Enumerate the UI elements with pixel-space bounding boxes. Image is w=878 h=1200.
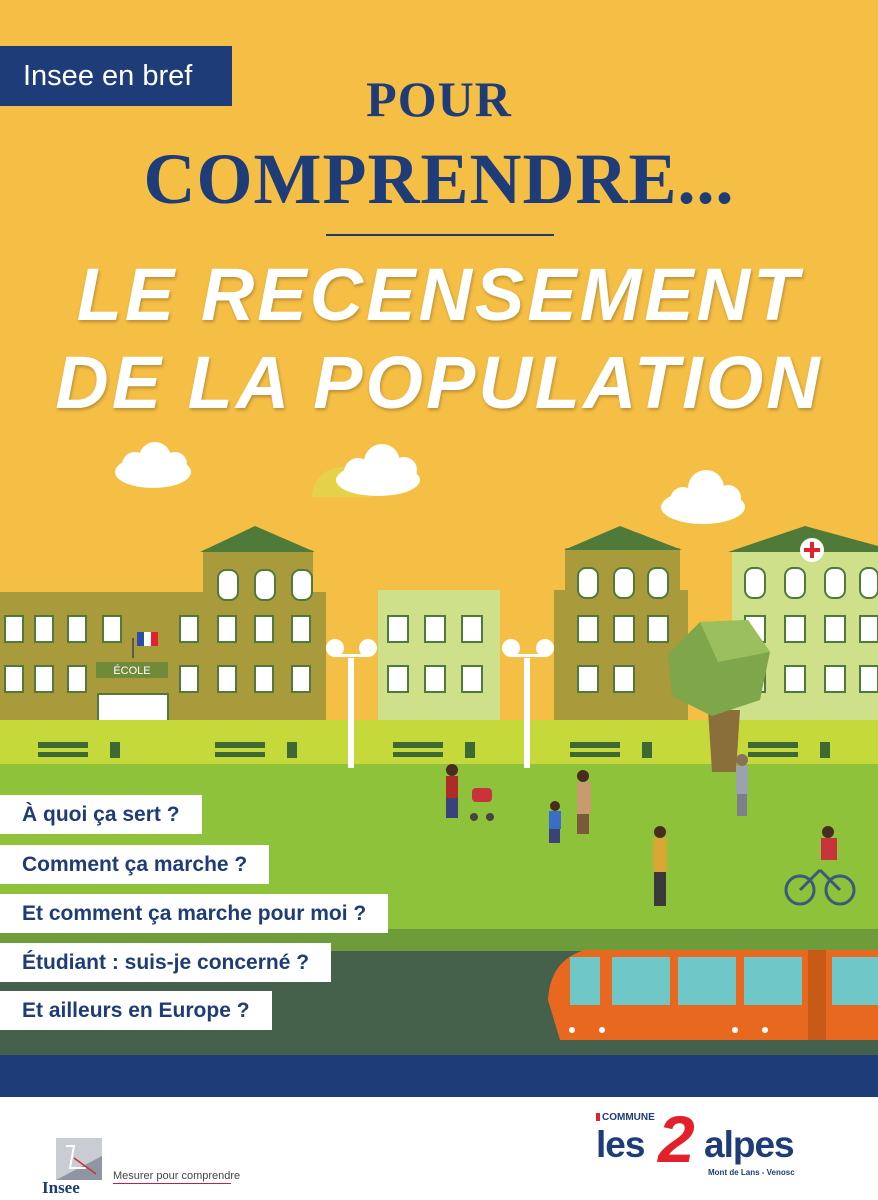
title-pour: POUR: [366, 71, 512, 127]
question-a-quoi-ca-sert[interactable]: À quoi ça sert ?: [0, 795, 202, 834]
pedestrian-icon: [736, 754, 748, 816]
pedestrian-icon: [653, 826, 667, 906]
insee-tagline: Mesurer pour comprendre: [113, 1170, 241, 1182]
les-2-alpes-subtitle: Mont de Lans - Venosc: [708, 1168, 795, 1177]
les-2-alpes-logo-2: 2: [658, 1102, 695, 1176]
insee-en-bref-badge: Insee en bref: [0, 46, 232, 106]
insee-logo-icon: [56, 1138, 102, 1180]
question-europe[interactable]: Et ailleurs en Europe ?: [0, 991, 272, 1030]
insee-wordmark: Insee: [42, 1178, 80, 1197]
cloud-icon: [661, 470, 745, 524]
cloud-icon: [115, 442, 191, 488]
les-2-alpes-logo-les: les: [596, 1124, 645, 1165]
tagline-underline: [113, 1183, 231, 1184]
title-comprendre: COMPRENDRE...: [143, 139, 735, 219]
cloud-icon: [336, 444, 420, 496]
question-comment-ca-marche[interactable]: Comment ça marche ?: [0, 845, 269, 884]
tram-icon: [548, 950, 878, 1040]
title-line-recensement: LE RECENSEMENT: [76, 253, 802, 336]
child-icon: [549, 801, 561, 843]
title-divider: [326, 234, 554, 236]
school-sign: ÉCOLE: [113, 665, 151, 677]
question-etudiant[interactable]: Étudiant : suis-je concerné ?: [0, 943, 331, 982]
commune-label: COMMUNE: [596, 1112, 655, 1123]
title-line-population: DE LA POPULATION: [55, 341, 823, 424]
question-pour-moi[interactable]: Et comment ça marche pour moi ?: [0, 894, 388, 933]
les-2-alpes-logo-alpes: alpes: [704, 1124, 794, 1165]
